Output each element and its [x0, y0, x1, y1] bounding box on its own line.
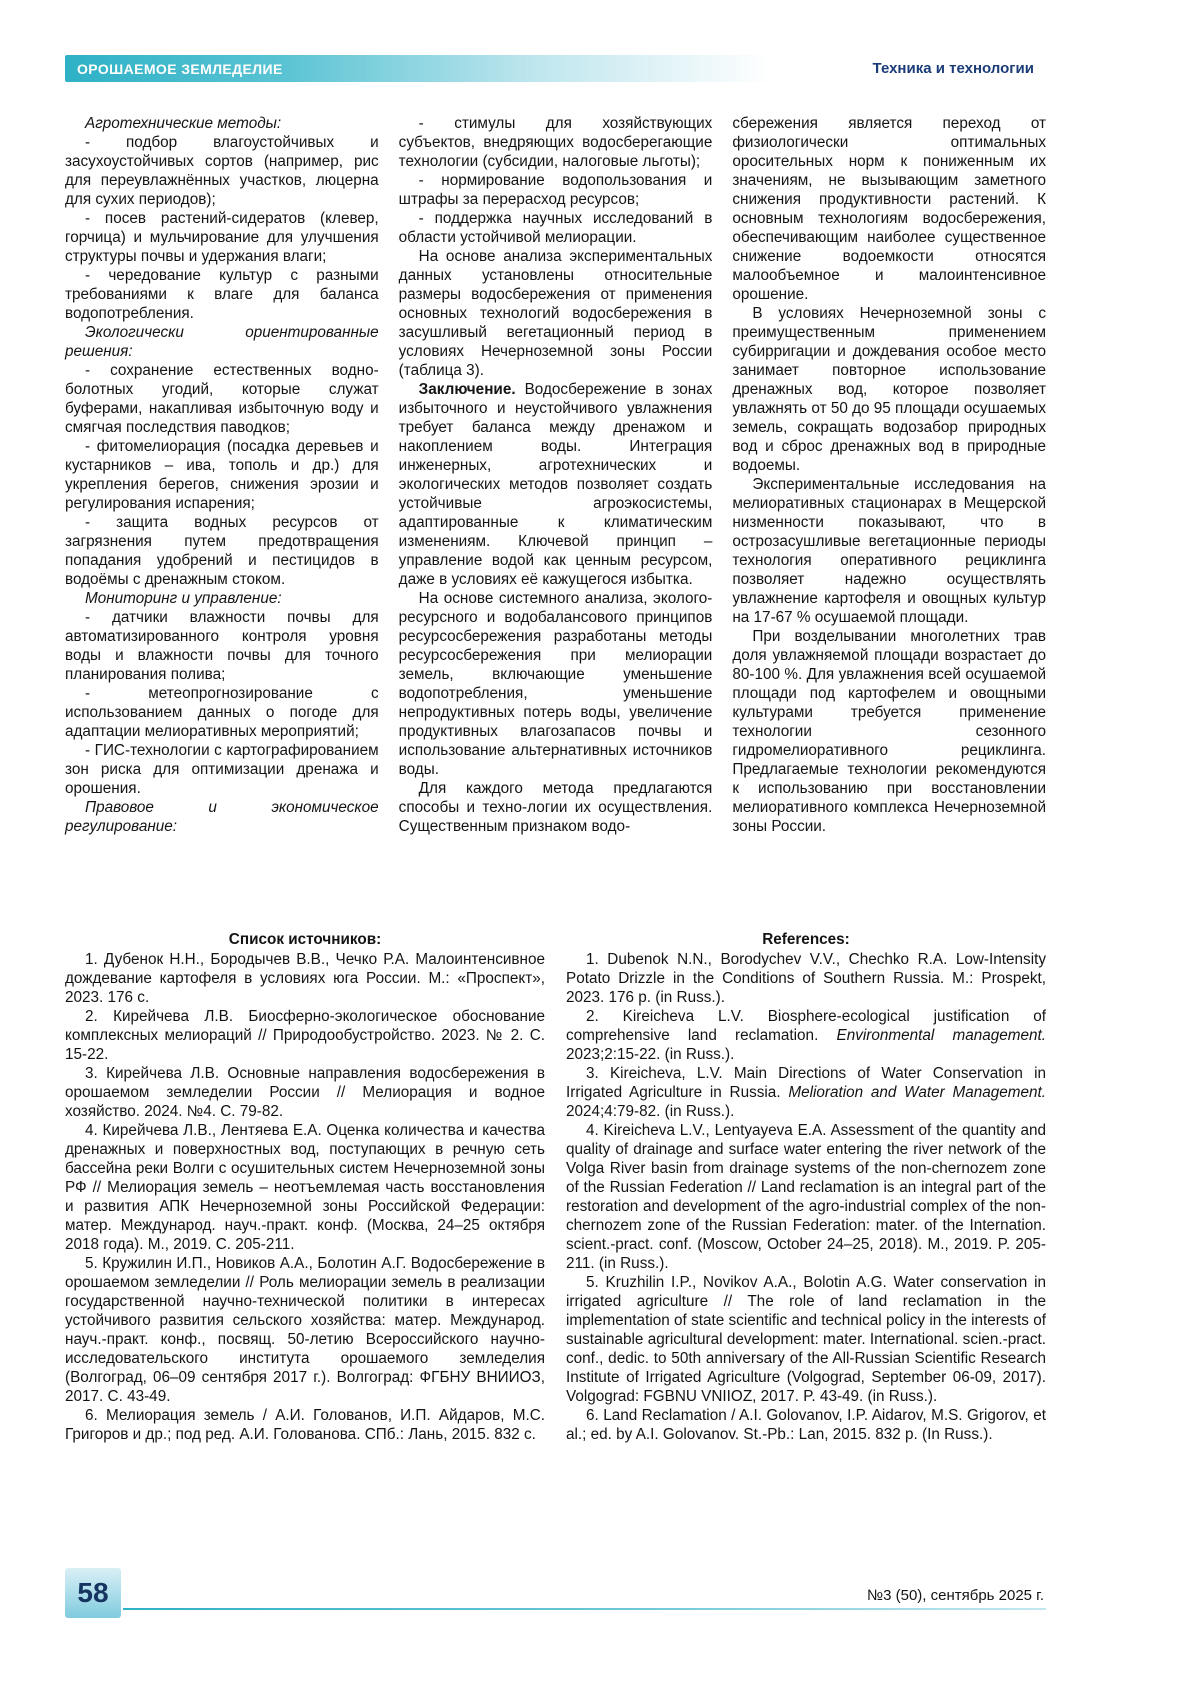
rubric-label: Техника и технологии: [872, 60, 1034, 77]
references-section: [65, 930, 1046, 1444]
journal-section-label: ОРОШАЕМОЕ ЗЕМЛЕДЕЛИЕ: [77, 60, 283, 77]
paragraph-continuation: сбережения является переход от физиологически оптимальных оросительных норм к пониженным их значениям, не вызывающим заметного снижения продуктивности растений. К основным технологиям водосбережения, обеспечивающим наиболее существенное снижение водоемкости относятся малообъемное и малоинтенсивное орошение.: [732, 115, 1047, 303]
reference-item: 1. Dubenok N.N., Borodychev V.V., Chechko R.A. Low-Intensity Potato Drizzle in the Conditions of Southern Russia. M.: Prospekt, 2023. 176 p. (in Russ.).: [566, 951, 1046, 1006]
subsection-heading: Правовое и экономическое регулирование:: [65, 799, 379, 835]
paragraph: Экспериментальные исследования на мелиоративных стационарах в Мещерской низменности показывают, что в острозасушливые вегетационные периоды технология оперативного рециклинга позволяет надежно осуществлять увлажнение картофеля и овощных культур на 17-67 % осушаемой площади.: [732, 476, 1047, 626]
reference-item: 1. Дубенок Н.Н., Бородычев В.В., Чечко Р.А. Малоинтенсивное дождевание картофеля в условиях юга России. М.: «Проспект», 2023. 176 с.: [65, 951, 545, 1006]
reference-item: 6. Land Reclamation / A.I. Golovanov, I.P. Aidarov, M.S. Grigorov, et al.; ed. by A.I. Golovanov. St.-Pb.: Lan, 2015. 832 p. (In Russ.).: [566, 1407, 1046, 1443]
paragraph: - фитомелиорация (посадка деревьев и кустарников – ива, тополь и др.) для укрепления берегов, снижения эрозии и регулирования испарения;: [65, 438, 379, 512]
subsection-heading: Мониторинг и управление:: [85, 590, 282, 607]
footer-rule: [123, 1608, 1046, 1610]
paragraph: При возделывании многолетних трав доля увлажняемой площади возрастает до 80-100 %. Для увлажнения всей осушаемой площади под картофелем и овощными культурами требуется применение технологии сезонного гидромелиоративного рециклинга. Предлагаемые технологии рекомендуются к использованию при восстановлении мелиоративного комплекса Нечерноземной зоны России.: [732, 628, 1047, 835]
paragraph: - подбор влагоустойчивых и засухоустойчивых сортов (например, рис для переувлажнённых участков, люцерна для сухих периодов);: [65, 134, 379, 208]
conclusion-label: Заключение.: [418, 381, 516, 398]
paragraph: - стимулы для хозяйствующих субъектов, внедряющих водосберегающие технологии (субсидии, налоговые льготы);: [398, 115, 713, 170]
text-column-2: [399, 114, 713, 836]
text-column-1: [65, 114, 379, 836]
page-footer: [65, 1568, 1046, 1618]
paragraph: - нормирование водопользования и штрафы за перерасход ресурсов;: [398, 172, 713, 208]
reference-item: 4. Kireicheva L.V., Lentyayeva E.A. Assessment of the quantity and quality of drainage and surface water entering the river network of the Volga River basin from drainage systems of the non-chernozem zone of the Russian Federation // Land reclamation is an integral part of the restoration and development of the agro-industrial complex of the non-chernozem zone of the Russian Federation: mater. of the Internation. scient.-pract. conf. (Moscow, October 24–25, 2018). M., 2019. P. 205-211. (in Russ.).: [566, 1122, 1046, 1272]
paragraph: - защита водных ресурсов от загрязнения путем предотвращения попадания удобрений и пестицидов в водоёмы с дренажным стоком.: [65, 514, 379, 588]
subsection-heading: Экологически ориентированные решения:: [65, 324, 379, 360]
paragraph: - метеопрогнозирование с использованием данных о погоде для адаптации мелиоративных мероприятий;: [65, 685, 379, 740]
reference-item: 5. Кружилин И.П., Новиков А.А., Болотин А.Г. Водосбережение в орошаемом земледелии // Роль мелиорации земель в реализации государственной научно-технической политики в интересах устойчивого развития сельского хозяйства: матер. Международ. науч.-практ. конф., посвящ. 50-летию Всероссийского научно-исследовательского института орошаемого земледелия (Волгоград, 06–09 сентября 2017 г.). Волгоград: ФГБНУ ВНИИОЗ, 2017. С. 43-49.: [65, 1255, 545, 1405]
reference-item: 3. Кирейчева Л.В. Основные направления водосбережения в орошаемом земледелии России // Мелиорация и водное хозяйство. 2024. №4. С. 79-82.: [65, 1065, 545, 1120]
conclusion-paragraph: [399, 380, 713, 589]
paragraph: - посев растений-сидератов (клевер, горчица) и мульчирование для улучшения структуры почвы и удержания влаги;: [65, 210, 379, 265]
journal-title-italic: Melioration and Water Management.: [788, 1084, 1046, 1101]
paragraph: - ГИС-технологии с картографированием зон риска для оптимизации дренажа и орошения.: [65, 742, 379, 797]
conclusion-text: Водосбережение в зонах избыточного и неустойчивого увлажнения требует баланса между дренажом и накоплением воды. Интеграция инженерных, агротехнических и экологических методов позволяет создать устойчивые агроэкосистемы, адаптированные к климатическим изменениям. Ключевой принцип – управление водой как ценным ресурсом, даже в условиях её кажущегося избытка.: [398, 381, 713, 588]
paragraph: - датчики влажности почвы для автоматизированного контроля уровня воды и влажности почвы для точного планирования полива;: [65, 609, 379, 683]
journal-title-italic: Environmental management.: [836, 1027, 1046, 1044]
subsection-heading: Агротехнические методы:: [85, 115, 282, 132]
page-number: 58: [65, 1568, 121, 1618]
text-column-3: [732, 114, 1046, 836]
paragraph: - чередование культур с разными требованиями к влаге для баланса водопотребления.: [65, 267, 379, 322]
reference-item: 6. Мелиорация земель / А.И. Голованов, И.П. Айдаров, М.С. Григоров и др.; под ред. А.И. Голованова. СПб.: Лань, 2015. 832 с.: [65, 1407, 545, 1443]
references-ru-column: [65, 930, 545, 1444]
references-en-title: References:: [762, 931, 850, 948]
paragraph: - сохранение естественных водно-болотных угодий, которые служат буферами, накапливая избыточную воду и смягчая последствия паводков;: [65, 362, 379, 436]
paragraph: На основе анализа экспериментальных данных установлены относительные размеры водосбережения от применения основных технологий водосбережения в засушливый вегетационный период в условиях Нечерноземной зоны России (таблица 3).: [398, 248, 713, 379]
paragraph: Для каждого метода предлагаются способы и техно-логии их осуществления. Существенным признаком водо-: [398, 780, 713, 835]
reference-item: 5. Kruzhilin I.P., Novikov A.A., Bolotin A.G. Water conservation in irrigated agriculture // The role of land reclamation in the implementation of state scientific and technical policy in the interests of sustainable agricultural development: mater. International. scien.-pract. conf., dedic. to 50th anniversary of the All-Russian Scientific Research Institute of Irrigated Agriculture (Volgograd, September 06-09, 2017). Volgograd: FGBNU VNIIOZ, 2017. P. 43-49. (in Russ.).: [566, 1274, 1046, 1405]
reference-item: 2. Kireicheva L.V. Biosphere-ecological justification of comprehensive land reclamation. Environmental management. 2023;2:15-22. (in Russ.).: [566, 1008, 1046, 1063]
header-band: [65, 55, 1046, 82]
paragraph: - поддержка научных исследований в области устойчивой мелиорации.: [398, 210, 713, 246]
reference-item: 4. Кирейчева Л.В., Лентяева Е.А. Оценка количества и качества дренажных и поверхностных вод, поступающих в речную сеть бассейна реки Волги с осушительных систем Нечерноземной зоны РФ // Мелиорация земель – неотъемлемая часть восстановления и развития АПК Нечерноземной зоны Российской Федерации: матер. Международ. науч.-практ. конф. (Москва, 24–25 октября 2018 года). М., 2019. С. 205-211.: [65, 1122, 545, 1253]
reference-item: 2. Кирейчева Л.В. Биосферно-экологическое обоснование комплексных мелиораций // Природообустройство. 2023. № 2. С. 15-22.: [65, 1008, 545, 1063]
references-ru-title: Список источников:: [228, 931, 382, 948]
paragraph: На основе системного анализа, эколого-ресурсного и водобалансового принципов ресурсосбережения разработаны методы ресурсосбережения при мелиорации земель, включающие уменьшение водопотребления, уменьшение непродуктивных потерь воды, увеличение продуктивных влагозапасов почвы и использование альтернативных источников воды.: [398, 590, 713, 778]
article-body: [65, 114, 1046, 836]
paragraph: В условиях Нечерноземной зоны с преимущественным применением субирригации и дождевания особое место занимает повторное использование дренажных вод, которое позволяет увлажнять от 50 до 95 площади осушаемых земель, сокращать водозабор природных вод и сброс дренажных вод в природные водоемы.: [732, 305, 1047, 474]
reference-item: 3. Kireicheva, L.V. Main Directions of Water Conservation in Irrigated Agriculture in Russia. Melioration and Water Management. 2024;4:79-82. (in Russ.).: [566, 1065, 1046, 1120]
references-en-column: [566, 930, 1046, 1444]
issue-info: №3 (50), сентябрь 2025 г.: [867, 1587, 1044, 1604]
